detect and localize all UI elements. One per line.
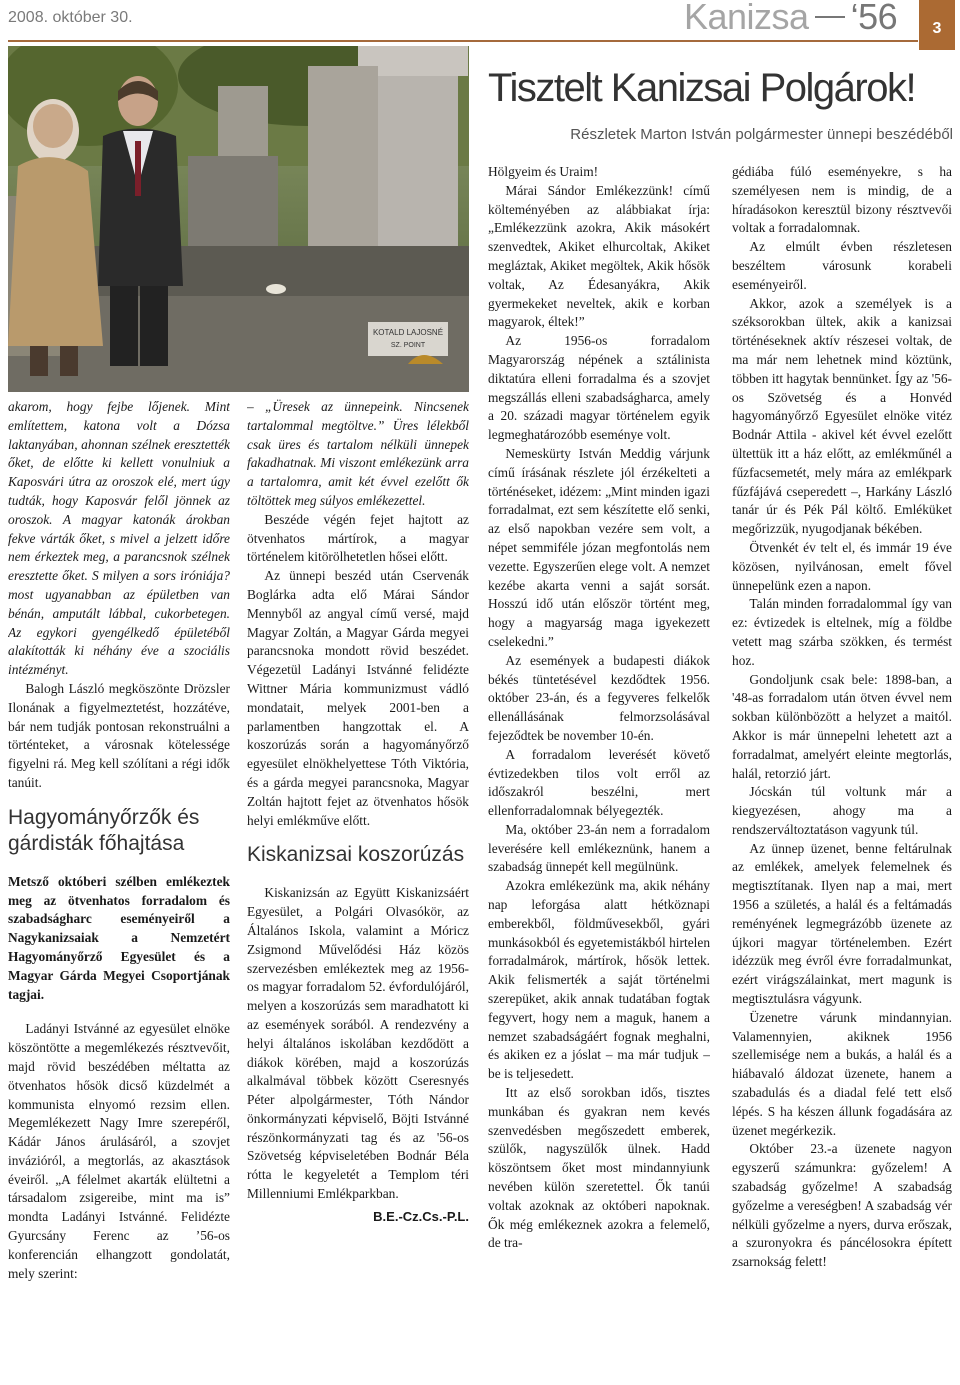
article-subtitle: Részletek Marton István polgármester ünnepi beszédéből: [570, 126, 953, 143]
col1-text-1: akarom, hogy fejbe lőjenek. Mint említettem, katona volt a Dózsa laktanyában, ahonnan szélnek eresztették őket, de előtte ki kellett vonulniuk a Kaposvári útra az oroszok elé, mert úgy tudták, hogy Kaposvár felől jönnek az oroszok. A magyar katonák árokban fekve várták őket, s mivel a jelzett időre nem érkeztek meg, a parancsnok szélnek eresztette őket. S milyen a sors iróniája? most ugyanabban az épületben van bénán, amputált lábbal, cukorbetegen. Az egykori gyengélkedő épületéből alakították ki néhány éve a szociális intézményt.: [8, 399, 230, 678]
col2-text-3: Kiskanizsán az Együtt Kiskanizsáért Egyesület, a Polgári Olvasókör, az Általános Iskola, valamint a Móricz Zsigmond Művelődési Ház közös szervezésben emlékeztek meg az 1956-os magyar forradalom 52. évfordulójáról, melyen a koszorúzás sem maradhatott ki az események sorából. A rendezvény a helyi általános iskolában kezdődött a diákok körében, majd a koszorúzás alkalmával többek között Cseresnyés Péter alpolgármester, Tóth Nándor önkormányzati képviselő, Böjti Istvánné részönkormányzati tag és az '56-os Szövetség képviseletében Bodnár Béla rótta le kegyeletét a Templom téri Millenniumi Emlékparkban.: [247, 885, 469, 1202]
col4-p5: Gondoljunk csak bele: 1898-ban, a '48-as forradalom után ötven évvel nem sokban különbözött a helyzet a maitól. Akkor is már ünnepelni lehetett azt a forradalmat, amelyért eleinte megtorlás, halál, retorzió járt.: [732, 671, 952, 781]
col4-p1: Az elmúlt évben részletesen beszéltem városunk korabeli eseményeiről.: [732, 239, 952, 292]
publication-title: [684, 0, 897, 38]
col4-p9: Október 23.-a üzenete nagyon egyszerű számunkra: győzelem! A szabadság győzelme! A szabadság győzelme a vereségben! A szabadság vér nélküli győzelme a nyers, durva erőszak, a szuronyokra és páncélosokra épített zsarnokság felett!: [732, 1141, 952, 1270]
title-dash: [815, 16, 845, 18]
col3-p1: Márai Sándor Emlékezzünk! című költeményében az alábbiakat írja: „Emlékezzünk azokra, Akik másokért szenvedtek, Akiket elhurcoltak, Akiket megláztak, Akiket megöltek, Akik hősök voltak, Az Édesanyákra, Akik gyermekeket neveltek, akik e korban magyarok, éltek!”: [488, 182, 710, 330]
publication-year: ‘56: [850, 0, 898, 37]
publication-name: Kanizsa: [684, 0, 809, 37]
col3-p4: Az események a budapesti diákok békés tüntetésével kezdődtek 1956. október 23-án, és a fegyveres felkelők ellenállásának felmorzsolásával fejeződtek be november 10-én.: [488, 652, 710, 743]
col4-p8: Üzenetre várunk mindannyian. Valamennyien, akiknek 1956 szellemisége nem a bukás, a halál és a hiábavaló áldozat üzenete, hanem a szabadulás és a diadal felé tett első lépés. S ha készen állunk fogadására az üzenet megérkezik.: [732, 1009, 952, 1138]
col3-p2: Az 1956-os forradalom Magyarország népének a sztálinista diktatúra elleni forradalma és a szovjet megszállás elleni szabadságharca, amely a 20. századi magyar történelem egyik legmeghatározóbb eseménye volt.: [488, 333, 710, 443]
left-article-column-2: [247, 398, 469, 1380]
col2-text-2: Az ünnepi beszéd után Cservenák Boglárka adta elő Márai Sándor Mennyből az angyal című versé, majd Magyar Zoltán, a Magyar Gárda megyei parancsnoka mondott rövid beszédet. Végezetül Ladányi Istvánné felidézte Wittner Mária kommunizmust vádló mondatait, melyek 2001-ben a parlamentben hangzottak el. A koszorúzás során a hagyományőrző egyesület elnökhelyettese Tóth Viktória, és a gárda megyei parancsnoka, Magyar Zoltán hajtott fejet az ötvenhatos hősök helyi emlékműve előtt.: [247, 568, 469, 828]
memorial-photo: [8, 46, 469, 392]
col4-p0: gédiába fúló eseményekre, s ha személyesen nem is mindig, de a híradásokon keresztül bizony résztvevői voltak a forradalomnak.: [732, 164, 952, 236]
left-article-column-1: [8, 398, 230, 1380]
col4-p2: Akkor, azok a személyek is a széksorokban ültek, akik a kanizsai történéseknek aktív részesei voltak, de ma már nem lehetnek mind köztünk, többen itt hagytak bennünket. Így az '56-os Szövetség és a Honvéd hagyományőrző Egyesület elnöke vitéz Bodnár Attila - akivel két évvel ezelőtt ültettük itt a ház előtt, az emlékműnél a fűzfacsemetét, mely mára az emlékpark fűzfájává cseperedett –, Harkány László tanár úr és Pék Pál költő. Emléküket megőrizzük, nyugodjanak békében.: [732, 295, 952, 537]
col3-p0: Hölgyeim és Uraim!: [488, 164, 599, 179]
col4-p6: Jócskán túl voltunk már a kiegyezésen, ahogy ma a rendszerváltoztatáson vagyunk túl.: [732, 784, 952, 837]
col3-p7: Azokra emlékezünk ma, akik néhány nap leforgása alatt hétköznapi emberekből, földművesekből, gyári munkásokból és egyetemistákból hirtelen forradalmárok, mártírok, hősök lettek. Akik felismerték a saját történelmi szerepüket, akik annak tudatában fogtak fegyvert, hogy nem a maguk, hanem a nemzet szabadságáért fognak meghalni, és akiken ez a jóslat – ma már tudjuk – be is teljesedett.: [488, 878, 710, 1082]
col4-p7: Az ünnep üzenet, benne feltárulnak az emlékek, amelyek felemelnek és megtisztítanak. Ilyen nap a mai, mert 1956 a születés, a halál és a feltámadás reményének legmegrázóbb üzenete az újkori magyar történelemben. Ezért idézzük meg évről évre forradalmunkat, ezért virágszálainkat, mert magunk is megtisztulásra vágyunk.: [732, 840, 952, 1007]
section-heading-hagyomanyorzok: Hagyományőrzők és gárdisták főhajtása: [8, 805, 200, 855]
col4-p3: Ötvenkét év telt el, és immár 19 éve közösen, nyilvánosan, emelt fővel ünnepelünk ezen a napon.: [732, 539, 952, 593]
col2-quote: – „Üresek az ünnepeink. Nincsenek tartalommal megtöltve.” Üres lélekből csak üres és tartalom nélküli ünnepek fakadhatnak. Mi viszont emlékezünk arra a tartalomra, amit két évvel ezelőtt ők töltöttek meg súlyos emlékezettel.: [247, 399, 469, 508]
page-number: 3: [919, 0, 955, 50]
author-signature: B.E.-Cz.Cs.-P.L.: [373, 1208, 469, 1224]
article-title: Tisztelt Kanizsai Polgárok!: [488, 66, 916, 110]
col3-p6: Ma, október 23-án nem a forradalom leverésére kell emlékeznünk, hanem a szabadság ünnepét kell megülnünk.: [488, 821, 710, 875]
article-column-4: [732, 163, 952, 1381]
plaque-line-2: SZ. POINT: [390, 342, 426, 349]
header-rule: [8, 40, 918, 42]
photo-illustration: [8, 46, 469, 392]
col3-p3: Nemeskürty István Meddig várjunk című írásának részlete jól érzékelteti a történéseket, idézem: „Mint minden igazi forradalmat, ezt sem készítette elő senki, az első napokban vezére sem volt, a népet semmiféle józan megfontolás nem vezette. Egyszerűen elege volt. A nemzet kezébe akarta venni a saját sorsát. Hosszú idő után először történt meg, hogy a magyarság maga igyekezett cselekedni.”: [488, 445, 710, 649]
issue-date: 2008. október 30.: [8, 9, 133, 26]
col3-p5: A forradalom leverését követő évtizedekben tilos volt erről az időszakról beszélni, mert ellenforradalomnak bélyegezték.: [488, 746, 710, 819]
plaque-line-1: KOTALD LAJOSNÉ: [372, 328, 444, 337]
col4-p4: Talán minden forradalommal így van ez: évtizedek is eltelnek, míg a földbe vetett mag szárba szökken, és termést hoz.: [732, 596, 952, 668]
col1-text-3: Ladányi Istvánné az egyesület elnöke köszöntötte a megemlékezés résztvevőit, majd rövid beszédében méltatta az ötvenhatos hősök dicső küzdelmét a kommunista elnyomó rezsim ellen. Megemlékezett Nagy Imre szerepéről, Kádár János árulásáról, a szovjet invázióról, a megtorlás, az akasztások éveiről. „A félelmet akarták elültetni a társadalom zsigereibe, mint ma is” mondta Ladányi Istvánné. Felidézte Gyurcsány Ferenc az ’56-os konferencián elhangzott gondolatát, mely szerint:: [8, 1021, 230, 1281]
col3-p8: Itt az első sorokban idős, tisztes munkában és gyakran nem kevés szenvedésben megőszedett emberek, szülők, nagyszülők ülnek. Hadd köszöntsem őket most mindannyiunk nevében külön szeretettel. Ők tanúi voltak azoknak az októberi napoknak. Ők még emlékeznek azokra a felemelő, de tra-: [488, 1085, 710, 1251]
section-heading-kiskanizsai: Kiskanizsai koszorúzás: [247, 843, 465, 867]
col2-text-1: Beszéde végén fejet hajtott az ötvenhatos mártírok, a magyar történelem kitörölhetetlen hősei előtt.: [247, 511, 469, 565]
article-column-3: [488, 163, 710, 1381]
lead-paragraph: Metsző októberi szélben emlékeztek meg az ötvenhatos forradalom és szabadságharc eseményeiről a Nagykanizsaiak a Nemzetért Hagyományőrző Egyesület és a Magyar Gárda Megyei Csoportjának tagjai.: [8, 873, 230, 1002]
col1-text-2: Balogh László megköszönte Drözsler Ilonának a figyelmeztetést, hozzátéve, bár nem tudják pontosan rekonstruálni a történteket, a városnak kötelessége figyelni rá. Meg kell szólítani a régi idők tanúit.: [8, 680, 230, 790]
